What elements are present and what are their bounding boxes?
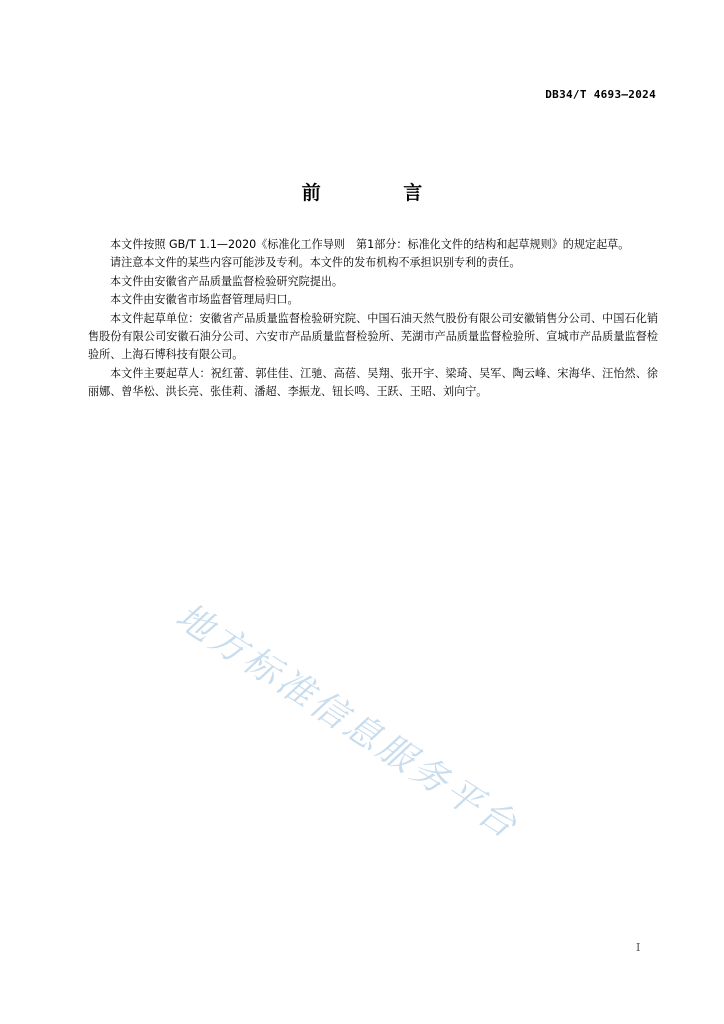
- document-code: DB34/T 4693—2024: [545, 88, 656, 101]
- paragraph-standard-basis: 本文件按照 GB/T 1.1—2020《标准化工作导则 第1部分：标准化文件的结构和起草规则》的规定起草。: [110, 238, 630, 251]
- paragraph-drafters: 本文件主要起草人：祝红蕾、郭佳佳、江驰、高蓓、吴翔、张开宇、梁琦、吴军、陶云峰、宋海华、汪怡然、徐丽娜、曾华松、洪长亮、张佳莉、潘超、李振龙、钮长鸣、王跃、王昭、刘向宁。: [88, 366, 658, 399]
- page-number: I: [636, 941, 641, 954]
- paragraph-drafting-units: 本文件起草单位：安徽省产品质量监督检验研究院、中国石油天然气股份有限公司安徽销售分公司、中国石化销售股份有限公司安徽石油分公司、六安市产品质量监督检验所、芜湖市产品质量监督检验所、宣城市产品质量监督检验所、上海石博科技有限公司。: [88, 311, 658, 362]
- watermark: 地方标准信息服务平台: [168, 595, 527, 848]
- paragraph-responsible-authority: 本文件由安徽省市场监督管理局归口。: [110, 293, 299, 307]
- page-title: 前 言: [301, 182, 461, 204]
- body-text: [88, 236, 658, 402]
- paragraph-patent-notice: 请注意本文件的某些内容可能涉及专利。本文件的发布机构不承担识别专利的责任。: [110, 256, 521, 270]
- paragraph-proposer: 本文件由安徽省产品质量监督检验研究院提出。: [110, 274, 343, 288]
